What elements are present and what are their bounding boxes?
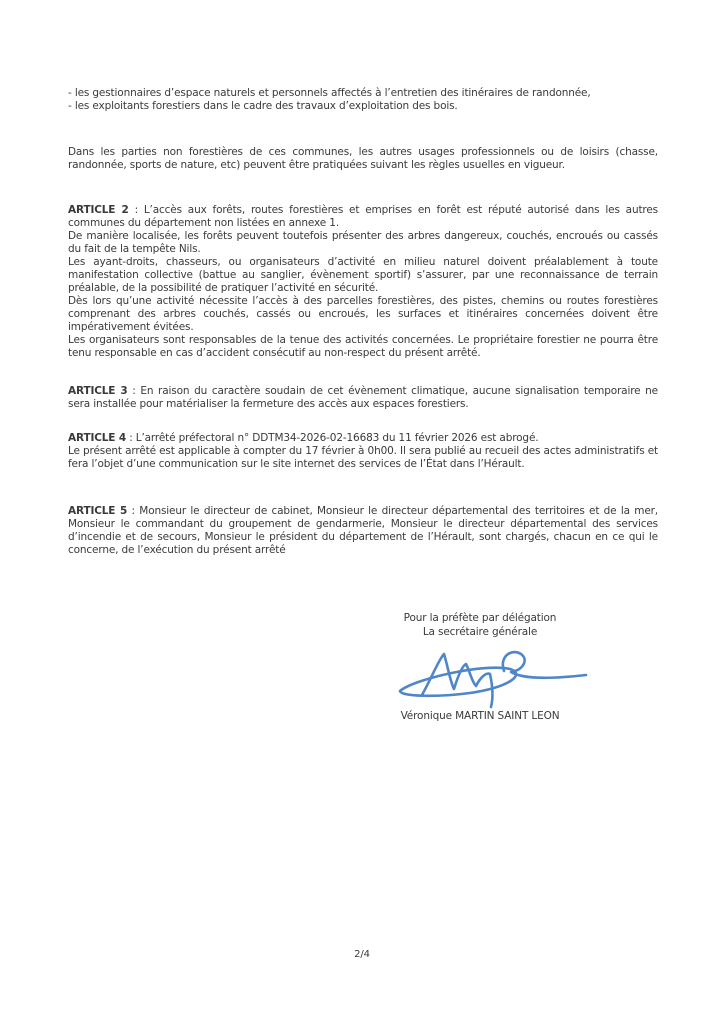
article-opening-paragraph: ARTICLE 3 : En raison du caractère soudain de cet évènement climatique, aucune signalisation temporaire ne sera installée pour matérialiser la fermeture des accès aux espaces forestiers. — [68, 385, 658, 410]
bullet-item: - les exploitants forestiers dans le cadre des travaux d’exploitation des bois. — [68, 100, 458, 112]
bullet-item: - les gestionnaires d’espace naturels et personnels affectés à l’entretien des itinéraires de randonnée, — [68, 87, 591, 99]
article-paragraph: Le présent arrêté est applicable à compter du 17 février à 0h00. Il sera publié au recueil des actes administratifs et fera l’objet d’une communication sur le site internet des services de l’État dans l’Hérault. — [68, 445, 658, 470]
signatory-name: Véronique MARTIN SAINT LEON — [400, 710, 560, 722]
article-article-4 — [68, 432, 658, 471]
article-paragraph: Les organisateurs sont responsables de la tenue des activités concernées. Le propriétaire forestier ne pourra être tenu responsable en cas d’accident consécutif au non-respect du présent arrêté. — [68, 334, 658, 359]
article-article-3 — [68, 385, 658, 411]
intro-bullet-list — [68, 87, 658, 113]
signature-role-line: La secrétaire générale — [422, 626, 538, 638]
article-label: ARTICLE 3 — [68, 385, 128, 397]
page-number: 2/4 — [354, 949, 370, 960]
handwritten-signature-icon — [392, 645, 592, 713]
signature-delegation-line: Pour la préfète par délégation — [403, 612, 557, 624]
article-paragraph: Dès lors qu’une activité nécessite l’accès à des parcelles forestières, des pistes, chemins ou routes forestières comprenant des arbres couchés, cassés ou encroués, les surfaces et itinéraires concernées doivent être impérativement évitées. — [68, 295, 658, 333]
article-label: ARTICLE 2 — [68, 204, 129, 216]
article-opening-paragraph: ARTICLE 2 : L’accès aux forêts, routes forestières et emprises en forêt est réputé autorisé dans les autres communes du département non listées en annexe 1. — [68, 204, 658, 229]
article-label: ARTICLE 4 — [68, 432, 126, 444]
article-article-2 — [68, 204, 658, 360]
article-paragraph: Les ayant-droits, chasseurs, ou organisateurs d’activité en milieu naturel doivent préalablement à toute manifestation collective (battue au sanglier, évènement sportif) s’assurer, par une reconnaissance de terrain préalable, de la possibilité de pratiquer l’activité en sécurité. — [68, 256, 658, 294]
signature-block — [330, 611, 630, 639]
article-paragraph: De manière localisée, les forêts peuvent toutefois présenter des arbres dangereux, couchés, encroués ou cassés du fait de la tempête Nils. — [68, 230, 658, 255]
intro-paragraph: Dans les parties non forestières de ces communes, les autres usages professionnels ou de loisirs (chasse, randonnée, sports de nature, etc) peuvent être pratiquées suivant les règles usuelles en vigueur. — [68, 146, 658, 171]
article-opening-paragraph: ARTICLE 4 : L’arrêté préfectoral n° DDTM34-2026-02-16683 du 11 février 2026 est abrogé. — [68, 432, 539, 444]
article-opening-paragraph: ARTICLE 5 : Monsieur le directeur de cabinet, Monsieur le directeur départemental des territoires et de la mer, Monsieur le commandant du groupement de gendarmerie, Monsieur le directeur départemental des services d’incendie et de secours, Monsieur le président du département de l’Hérault, sont chargés, chacun en ce qui le concerne, de l’exécution du présent arrêté — [68, 505, 658, 556]
article-label: ARTICLE 5 — [68, 505, 128, 517]
article-article-5 — [68, 505, 658, 557]
